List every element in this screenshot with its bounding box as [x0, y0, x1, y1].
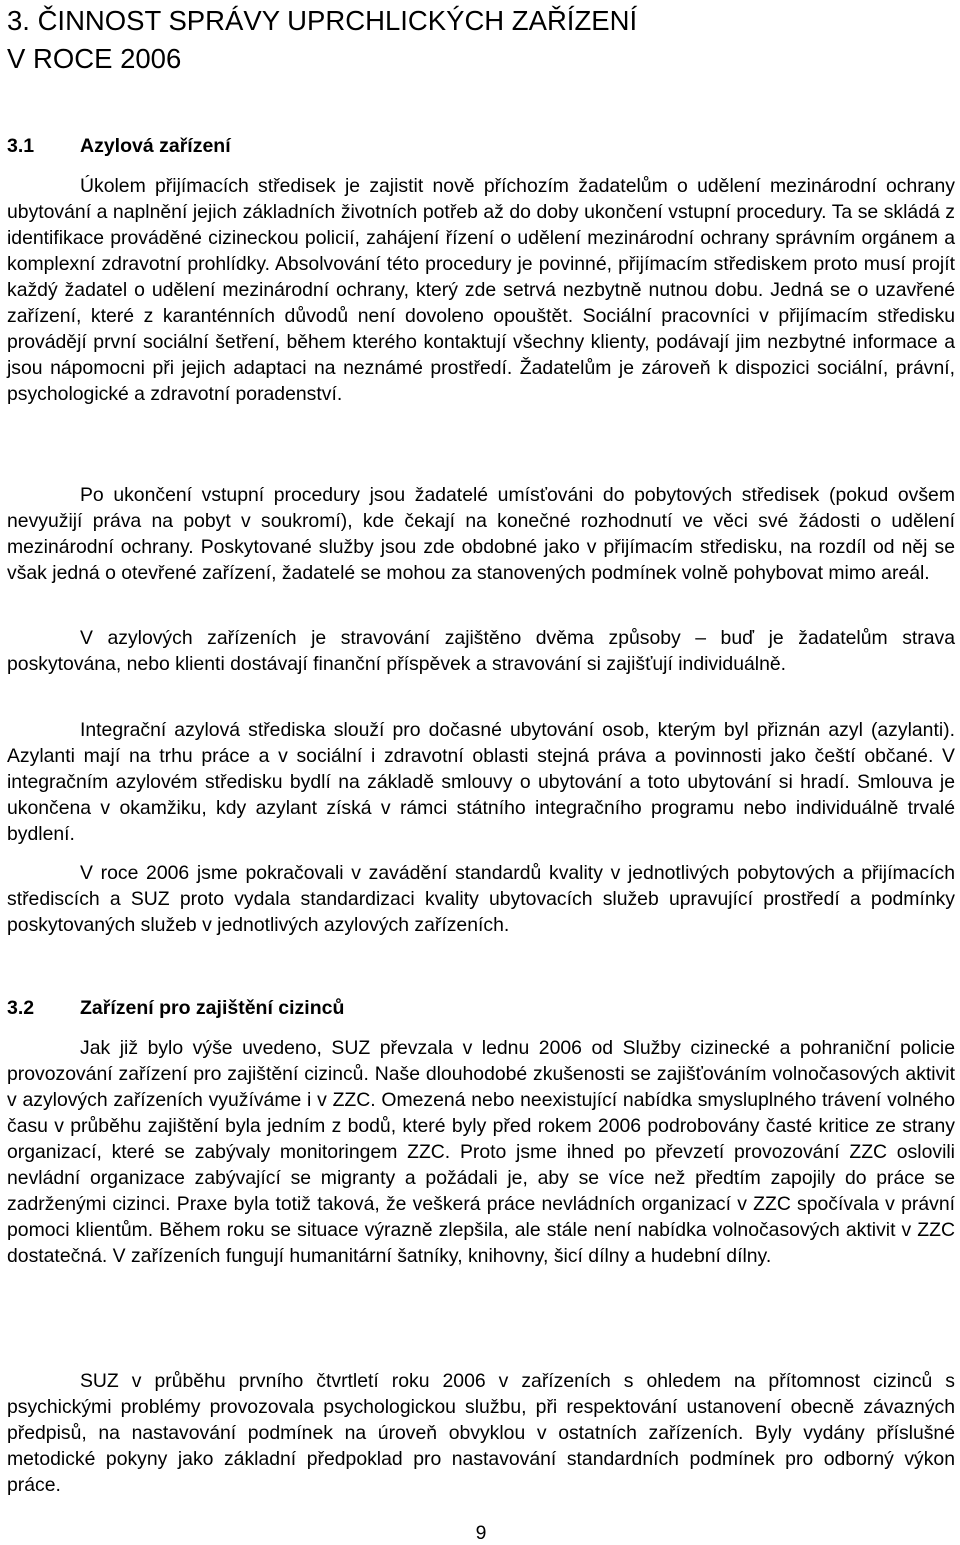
paragraph: Úkolem přijímacích středisek je zajistit nově příchozím žadatelům o udělení mezinárodní ochrany ubytování a naplnění jejich základních životních potřeb až do doby ukončení vstupní procedury. Ta se skládá z identifikace prováděné cizineckou policií, zahájení řízení o udělení mezinárodní ochrany správním orgánem a komplexní zdravotní prohlídky. Absolvování této procedury je povinné, přijímacím střediskem proto musí projít každý žadatel o udělení mezinárodní ochrany, který zde setrvá nezbytně nutnou dobu. Jedná se o uzavřené zařízení, které z karanténních důvodů není dovoleno opouštět. Sociální pracovníci v přijímacím středisku provádějí první sociální šetření, během kterého kontaktují všechny klienty, podávají jim nezbytné informace a jsou nápomocni při jejich adaptaci na neznámé prostředí. Žadatelům je zároveň k dispozici sociální, právní, psychologické a zdravotní poradenství.: [7, 175, 955, 405]
section-number: 3.1: [7, 135, 35, 157]
paragraph: V roce 2006 jsme pokračovali v zavádění standardů kvality v jednotlivých pobytových a přijímacích střediscích a SUZ proto vydala standardizaci kvality ubytovacích služeb upravující prostředí a podmínky poskytovaných služeb v jednotlivých azylových zařízeních.: [7, 862, 955, 936]
paragraph: Jak již bylo výše uvedeno, SUZ převzala v lednu 2006 od Služby cizinecké a pohraniční policie provozování zařízení pro zajištění cizinců. Naše dlouhodobé zkušenosti se zajišťováním volnočasových aktivit v azylových zařízeních využíváme i v ZZC. Omezená nebo neexistující nabídka smysluplného trávení volného času v průběhu zajištění byla jedním z bodů, které byly před rokem 2006 podrobovány časté kritice ze strany organizací, které se zabývaly monitoringem ZZC. Proto jsme ihned po převzetí provozování ZZC oslovili nevládní organizace zabývající se migranty a požádali je, aby se více než předtím zapojily do práce se zadrženými cizinci. Praxe byla totiž taková, že veškerá práce nevládních organizací v ZZC spočívala v právní pomoci klientům. Během roku se situace výrazně zlepšila, ale stále není nabídka volnočasových aktivit v ZZC dostatečná. V zařízeních fungují humanitární šatníky, knihovny, šicí dílny a hudební dílny.: [7, 1037, 955, 1267]
chapter-title-line1: 3. ČINNOST SPRÁVY UPRCHLICKÝCH ZAŘÍZENÍ: [7, 5, 638, 36]
page-number: 9: [475, 1522, 487, 1544]
section-heading-3-1: [7, 133, 231, 159]
paragraph: Po ukončení vstupní procedury jsou žadatelé umísťováni do pobytových středisek (pokud ovšem nevyužijí práva na pobyt v soukromí), kde čekají na konečné rozhodnutí ve věci své žádosti o udělení mezinárodní ochrany. Poskytované služby jsou zde obdobné jako v přijímacím středisku, na rozdíl od něj se však jedná o otevřené zařízení, žadatelé se mohou za stanovených podmínek volně pohybovat mimo areál.: [7, 484, 955, 584]
paragraph: Integrační azylová střediska slouží pro dočasné ubytování osob, kterým byl přiznán azyl (azylanti). Azylanti mají na trhu práce a v sociální i zdravotní oblasti stejná práva a povinnosti jako čeští občané. V integračním azylovém středisku bydlí na základě smlouvy o ubytování a toto ubytování si hradí. Smlouva je ukončena v okamžiku, kdy azylant získá v rámci státního integračního programu nebo individuálně trvalé bydlení.: [7, 719, 955, 845]
paragraph: SUZ v průběhu prvního čtvrtletí roku 2006 v zařízeních s ohledem na přítomnost cizinců s psychickými problémy provozovala psychologickou službu, při respektování ustanovení obecně závazných předpisů, na nastavování podmínek na úroveň obvyklou v ostatních zařízeních. Byly vydány příslušné metodické pokyny jako základní předpoklad pro nastavování standardních podmínek pro odborný výkon práce.: [7, 1370, 955, 1496]
section-title: Azylová zařízení: [80, 135, 231, 157]
section-heading-3-2: [7, 995, 344, 1021]
chapter-title-line2: V ROCE 2006: [7, 43, 182, 74]
section-title: Zařízení pro zajištění cizinců: [80, 997, 345, 1019]
chapter-title: [7, 2, 637, 78]
section-number: 3.2: [7, 997, 35, 1019]
paragraph: V azylových zařízeních je stravování zajištěno dvěma způsoby – buď je žadatelům strava poskytována, nebo klienti dostávají finanční příspěvek a stravování si zajišťují individuálně.: [7, 627, 955, 675]
